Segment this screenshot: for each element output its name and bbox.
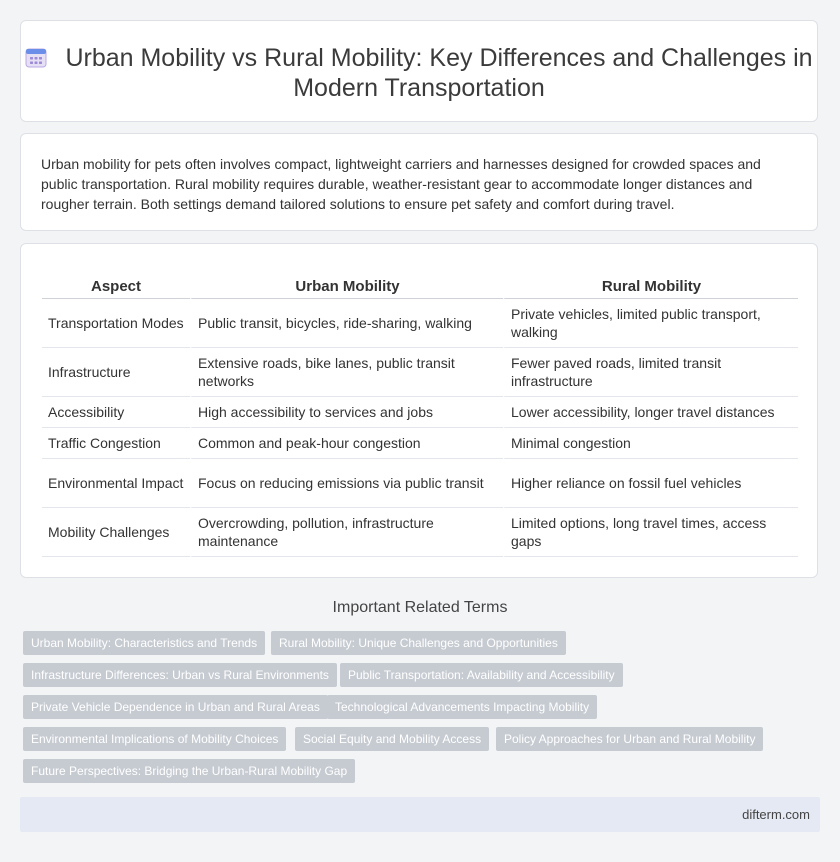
table-cell-aspect: Accessibility: [42, 397, 190, 428]
table-cell-rural: Fewer paved roads, limited transit infrastructure: [503, 348, 798, 397]
table-row: [42, 459, 798, 508]
related-tag[interactable]: Policy Approaches for Urban and Rural Mobility: [496, 727, 763, 751]
page-title: Urban Mobility vs Rural Mobility: Key Differences and Challenges in Modern Transportation: [65, 44, 813, 102]
comparison-card: [20, 243, 818, 578]
related-terms-heading: Important Related Terms: [332, 599, 508, 616]
comparison-table: [42, 274, 798, 557]
calendar-icon: [25, 45, 47, 67]
table-cell-rural: Private vehicles, limited public transport, walking: [503, 299, 798, 348]
related-tag[interactable]: Urban Mobility: Characteristics and Trends: [23, 631, 265, 655]
table-cell-urban: Common and peak-hour congestion: [190, 428, 503, 459]
related-tag[interactable]: Technological Advancements Impacting Mobility: [327, 695, 597, 719]
page-title-wrap: [21, 43, 817, 103]
table-cell-rural: Lower accessibility, longer travel distances: [503, 397, 798, 428]
header-aspect: Aspect: [42, 274, 190, 299]
related-tag[interactable]: Public Transportation: Availability and Accessibility: [340, 663, 623, 687]
table-row: [42, 299, 798, 348]
table-cell-urban: Public transit, bicycles, ride-sharing, walking: [190, 299, 503, 348]
table-cell-rural: Higher reliance on fossil fuel vehicles: [503, 459, 798, 508]
related-tag[interactable]: Private Vehicle Dependence in Urban and Rural Areas: [23, 695, 328, 719]
table-cell-aspect: Traffic Congestion: [42, 428, 190, 459]
footer-site-link[interactable]: difterm.com: [742, 807, 810, 822]
header-urban: Urban Mobility: [190, 274, 503, 299]
table-cell-aspect: Environmental Impact: [42, 459, 190, 508]
related-tag[interactable]: Future Perspectives: Bridging the Urban-Rural Mobility Gap: [23, 759, 355, 783]
table-row: [42, 348, 798, 397]
table-cell-rural: Limited options, long travel times, access gaps: [503, 508, 798, 557]
table-row: [42, 397, 798, 428]
intro-card: [20, 133, 818, 231]
table-cell-urban: High accessibility to services and jobs: [190, 397, 503, 428]
table-cell-urban: Extensive roads, bike lanes, public transit networks: [190, 348, 503, 397]
footer: [20, 797, 820, 832]
table-cell-rural: Minimal congestion: [503, 428, 798, 459]
table-cell-aspect: Mobility Challenges: [42, 508, 190, 557]
table-row: [42, 508, 798, 557]
table-header-row: [42, 274, 798, 299]
table-row: [42, 428, 798, 459]
table-cell-aspect: Transportation Modes: [42, 299, 190, 348]
intro-paragraph: Urban mobility for pets often involves compact, lightweight carriers and harnesses designed for crowded spaces and public transportation. Rural mobility requires durable, weather-resistant gear to accommodate longer distances and rougher terrain. Both settings demand tailored solutions to ensure pet safety and comfort during travel.: [41, 156, 761, 212]
related-tag[interactable]: Environmental Implications of Mobility Choices: [23, 727, 286, 751]
related-tag[interactable]: Rural Mobility: Unique Challenges and Opportunities: [271, 631, 566, 655]
table-cell-urban: Focus on reducing emissions via public transit: [190, 459, 503, 508]
title-card: [20, 20, 818, 122]
header-rural: Rural Mobility: [503, 274, 798, 299]
table-cell-aspect: Infrastructure: [42, 348, 190, 397]
related-tag[interactable]: Social Equity and Mobility Access: [295, 727, 489, 751]
table-cell-urban: Overcrowding, pollution, infrastructure maintenance: [190, 508, 503, 557]
related-tag[interactable]: Infrastructure Differences: Urban vs Rural Environments: [23, 663, 337, 687]
